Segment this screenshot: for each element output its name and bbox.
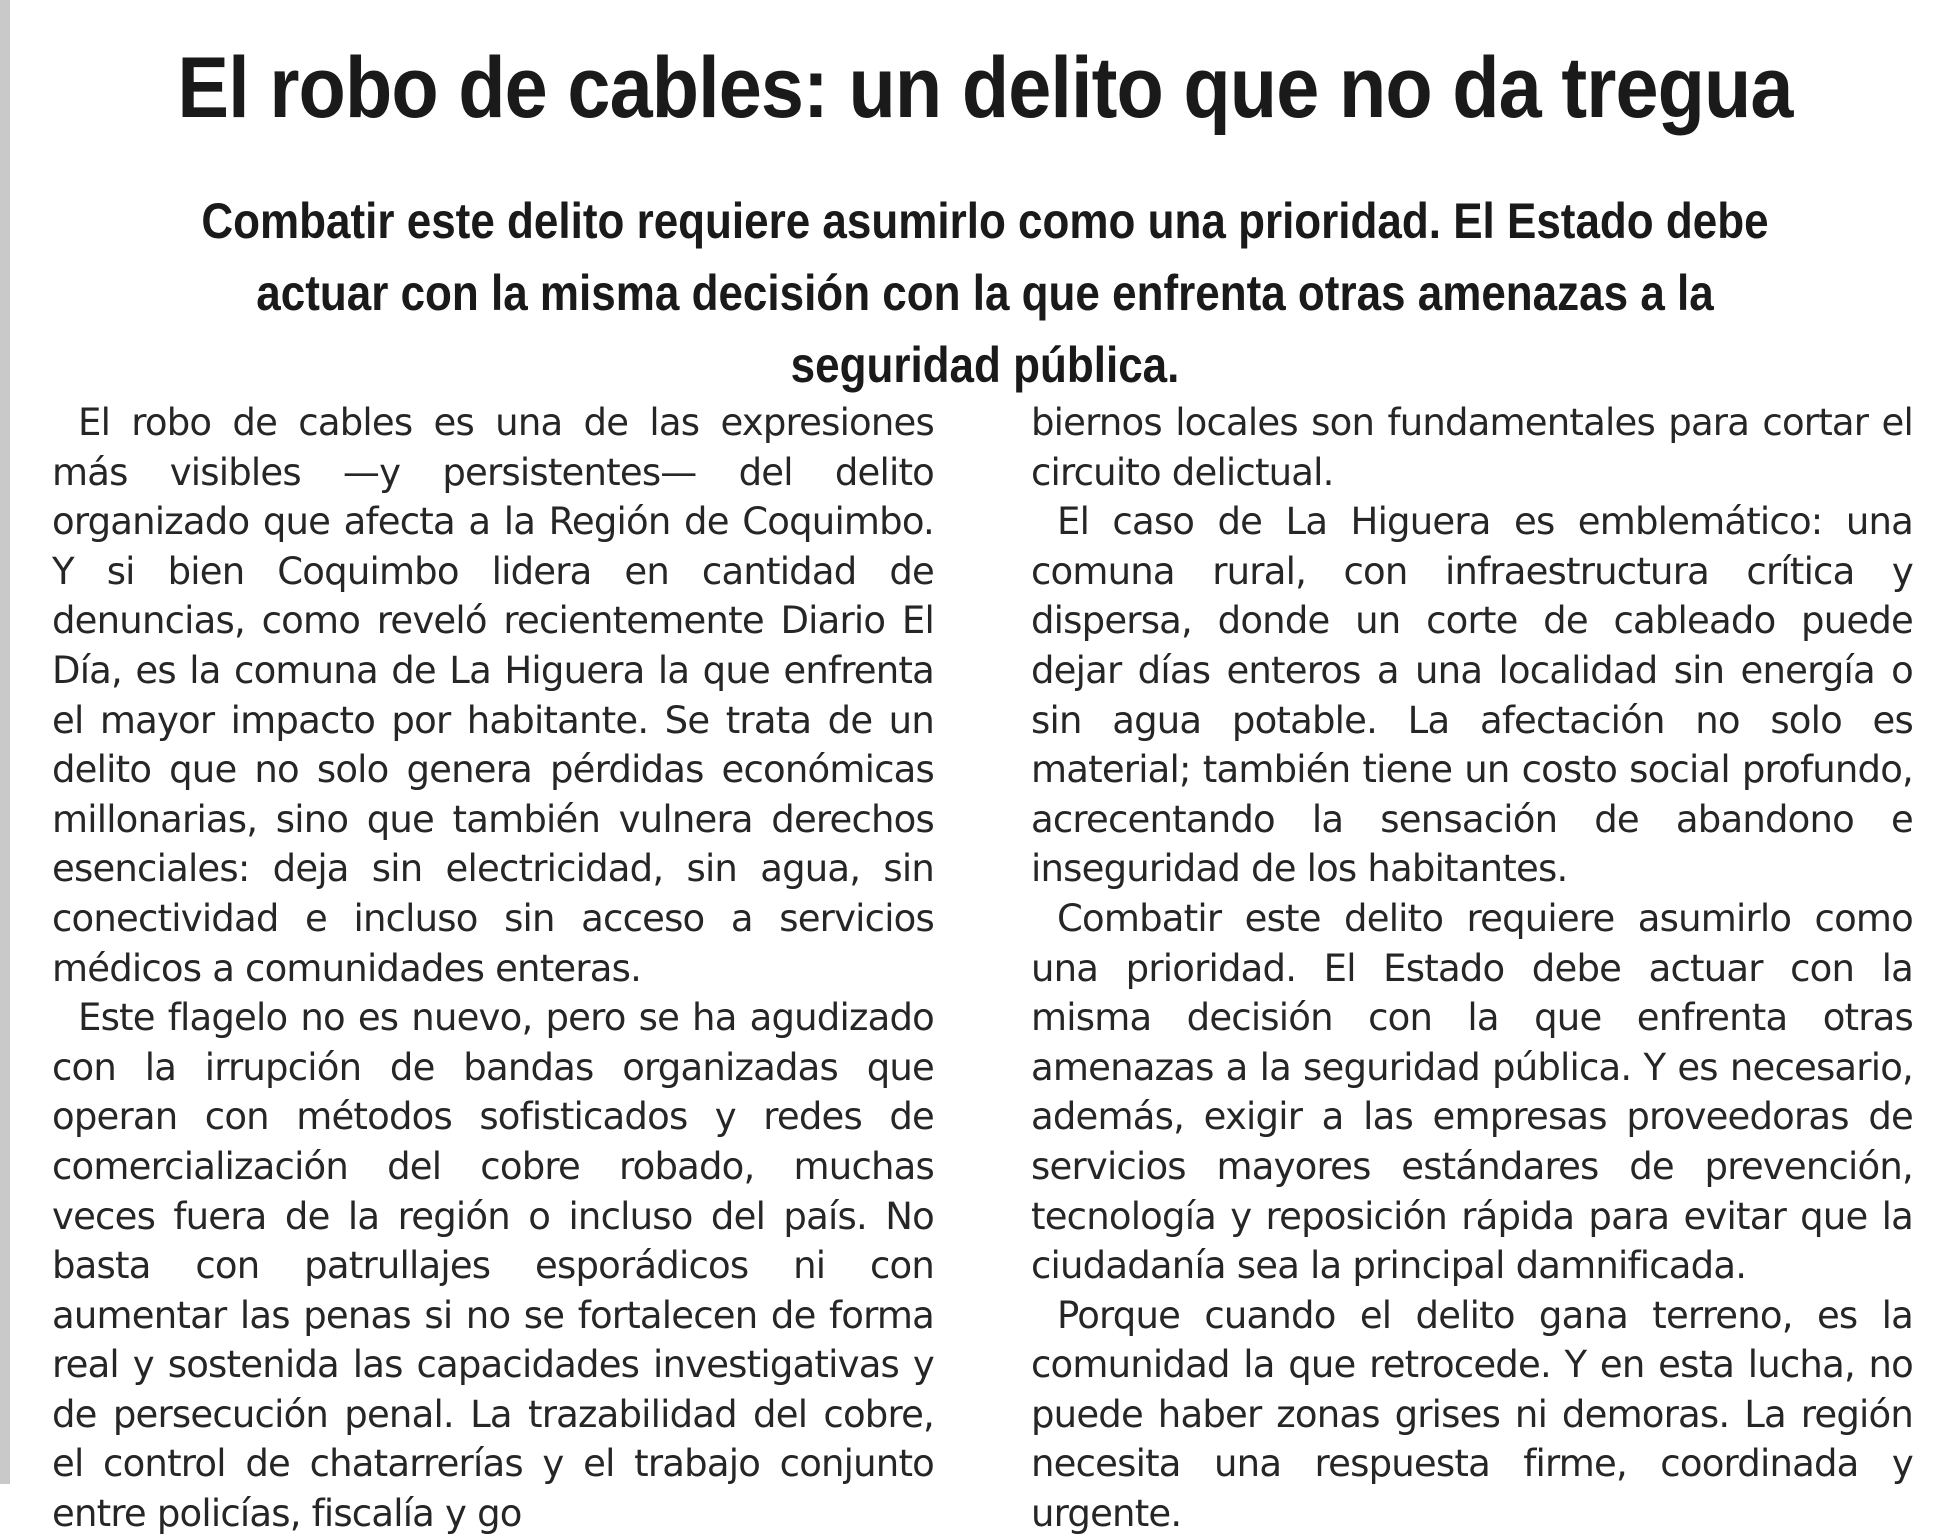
body-paragraph-5: Porque cuando el delito gana terreno, es la comunidad la que retrocede. Y en esta lucha, no puede haber zonas grises ni demoras. La región necesita una respuesta firme, coordinada y urgente. [1031,1293,1913,1536]
body-paragraph-2-continued: biernos locales son fundamentales para cortar el circuito delictual. [1031,401,1913,494]
headline: El robo de cables: un delito que no da tregua [177,40,1793,136]
left-column [52,398,934,1539]
body-paragraph-3: El caso de La Higuera es emblemático: una comuna rural, con infraestructura crítica y dispersa, donde un corte de cableado puede dejar días enteros a una localidad sin energía o sin agua potable. La afectación no solo es material; también tiene un costo social profundo, acrecentando la sensación de abandono e inseguridad de los habitantes. [1031,500,1913,891]
body-paragraph-4: Combatir este delito requiere asumirlo como una prioridad. El Estado debe actuar con la misma decisión con la que enfrenta otras amenazas a la seguridad pública. Y es necesario, además, exigir a las empresas proveedoras de servicios mayores estándares de prevención, tecnología y reposición rápida para evitar que la ciudadanía sea la principal damnificada. [1031,896,1913,1288]
right-column [1031,398,1913,1539]
page-edge-rule [0,0,10,1484]
body-paragraph-1: El robo de cables es una de las expresiones más visibles —y persistentes— del delito organizado que afecta a la Región de Coquimbo. Y si bien Coquimbo lidera en cantidad de denuncias, como reveló recientemente Diario El Día, es la comuna de La Higuera la que enfrenta el mayor impacto por habitante. Se trata de un delito que no solo genera pérdidas económicas millonarias, sino que también vulnera derechos esenciales: deja sin electricidad, sin agua, sin conectividad e incluso sin acceso a servicios médicos a comunidades enteras. [52,401,934,990]
body-paragraph-2: Este flagelo no es nuevo, pero se ha agudizado con la irrupción de bandas organizadas que operan con métodos sofisticados y redes de comercialización del cobre robado, muchas veces fuera de la región o incluso del país. No basta con patrullajes esporádicos ni con aumentar las penas si no se fortalecen de forma real y sostenida las capacidades investigativas y de persecución penal. La trazabilidad del cobre, el control de chatarrerías y el trabajo conjunto entre policías, fiscalía y go [52,996,934,1536]
subheadline: Combatir este delito requiere asumirlo como una prioridad. El Estado debe actuar con la misma decisión con la que enfrenta otras amenazas a la seguridad pública. [201,193,1769,393]
